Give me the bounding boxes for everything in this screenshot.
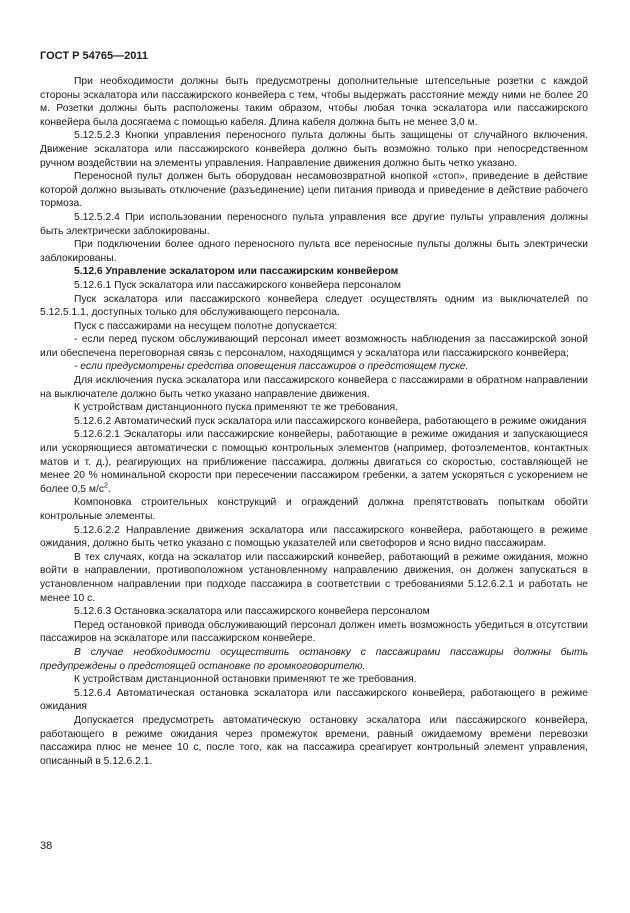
document-body — [40, 75, 588, 768]
page-number: 38 — [40, 840, 53, 852]
paragraph-multiple-pendants: При подключении более одного переносного пульта все переносные пульты должны быть электрически заблокированы. — [40, 239, 588, 264]
paragraph-auto-stop: Допускается предусмотреть автоматическую остановку эскалатора или пассажирского конвейера, работающего в режиме ожидания через промежуток времени, равный ожидаемому времени перевозки пассажира плюс не менее 10 с, после того, как на пассажира среагирует контрольный элемент управления, описанный в 5.12.6.2.1. — [40, 714, 588, 767]
paragraph-5-12-6-2-2: 5.12.6.2.2 Направление движения эскалатора или пассажирского конвейера, работающего в режиме ожидания, должно быть четко указано с помощью указателей или светофоров и ясно видно пассажирам. — [40, 524, 588, 550]
section-heading-5-12-6: 5.12.6 Управление эскалатором или пассажирским конвейером — [74, 266, 399, 278]
paragraph-5-12-6-2-1 — [40, 428, 588, 496]
superscript-2: 2 — [103, 482, 108, 490]
paragraph-loudspeaker-warning: В случае необходимости осуществить остановку с пассажирами пассажиры должны быть предупреждены о предстоящей остановке по громкоговорителю. — [40, 646, 588, 672]
paragraph-5-12-6-4: 5.12.6.4 Автоматическая остановка эскалатора или пассажирского конвейера, работающего в режиме ожидания — [40, 687, 588, 713]
paragraph-remote-stop: К устройствам дистанционной остановки применяют те же требования. — [74, 674, 417, 686]
superscript-suffix: . — [107, 483, 111, 495]
paragraph-5-12-6-2: 5.12.6.2 Автоматический пуск эскалатора или пассажирского конвейера, работающего в режиме ожидания — [74, 415, 587, 427]
paragraph-5-12-6-3: 5.12.6.3 Остановка эскалатора или пассажирского конвейера персоналом — [74, 606, 430, 618]
paragraph-5-12-5-2-4: 5.12.5.2.4 При использовании переносного пульта управления все другие пульты управления должны быть электрически заблокированы. — [40, 211, 588, 237]
list-item-observation: - если перед пуском обслуживающий персонал имеет возможность наблюдения за пассажирской зоной или обеспечена переговорная связь с персоналом, находящимся у эскалатора или пассажирского конвейера; — [40, 334, 588, 359]
paragraph-5-12-6-1: 5.12.6.1 Пуск эскалатора или пассажирского конвейера персоналом — [74, 279, 401, 291]
document-header: ГОСТ Р 54765—2011 — [40, 50, 148, 62]
paragraph-start-with-passengers: Пуск с пассажирами на несущем полотне допускается: — [74, 320, 338, 332]
paragraph-outlets: При необходимости должны быть предусмотрены дополнительные штепсельные розетки с каждой стороны эскалатора или пассажирского конвейера с тем, чтобы выдержать расстояние между ними не более 20 м. Розетки должны быть расположены таким образом, чтобы любая точка эскалатора или пассажирского конвейера была досягаема с помощью кабеля. Длина кабеля должна быть не менее 3,0 м. — [40, 76, 588, 128]
list-item-announcement: - если предусмотрены средства оповещения пассажиров о предстоящем пуске. — [74, 361, 469, 373]
paragraph-5-12-5-2-3: 5.12.5.2.3 Кнопки управления переносного пульта должны быть защищены от случайного включения. Движение эскалатора или пассажирского конвейера должно быть возможно только при непосредственном ручном воздействии на элементы управления. Направление движения должно быть четко указано. — [40, 130, 588, 169]
paragraph-opposite-direction: В тех случаях, когда на эскалатор или пассажирский конвейер, работающий в режиме ожидания, можно войти в направлении, противоположном установленному направлению движения, он должен запускаться в установленном направлении при подходе пассажира в соответствии с требованиями 5.12.6.2.1 и работать не менее 10 с. — [40, 551, 588, 604]
acceleration-text: 5.12.6.2.1 Эскалаторы или пассажирские конвейеры, работающие в режиме ожидания и запускающиеся или ускоряющиеся автоматически с помощью контрольных элементов (например, фотоэлементов, контактных матов и т. д.), реагирующих на приближение пассажира, должны двигаться со скоростью, составляющей не менее 20 % номинальной скорости при пересечении пассажиром гребенки, а затем ускоряться с ускорением не более 0,5 м/с — [40, 429, 588, 495]
paragraph-reverse-start: Для исключения пуска эскалатора или пассажирского конвейера с пассажирами в обратном направлении на выключателе должно быть четко указано направление движения. — [40, 375, 588, 400]
paragraph-layout-constraints: Компоновка строительных конструкций и ограждений должна препятствовать попыткам обойти контрольные элементы. — [40, 497, 588, 522]
paragraph-stop-button: Переносной пульт должен быть оборудован несамовозвратной кнопкой «стоп», приведение в действие которой должно вызывать отключение (разъединение) цепи питания привода и приведение в действие рабочего тормоза. — [40, 171, 588, 210]
paragraph-start-switches: Пуск эскалатора или пассажирского конвейера следует осуществлять одним из выключателей по 5.12.5.1.1, доступных только для обслуживающего персонала. — [40, 293, 588, 319]
paragraph-remote-start: К устройствам дистанционного пуска применяют те же требования. — [74, 402, 398, 414]
paragraph-check-passengers: Перед остановкой привода обслуживающий персонал должен иметь возможность убедиться в отсутствии пассажиров на эскалаторе или пассажирском конвейере. — [40, 619, 588, 645]
